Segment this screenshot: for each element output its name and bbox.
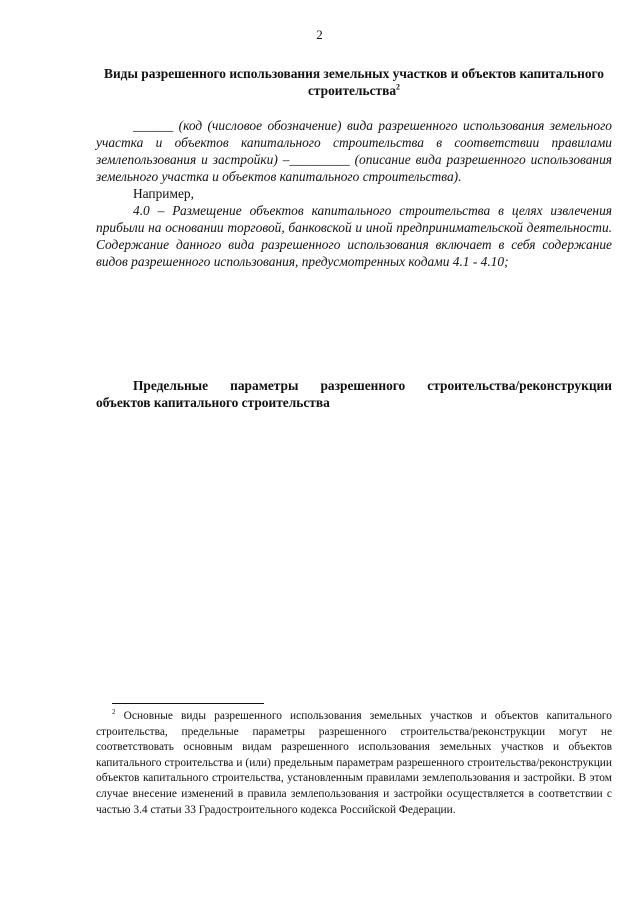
example-paragraph: 4.0 – Размещение объектов капитального строительства в целях извлечения прибыли на основании торговой, банковской и иной предпринимательской деятельности. Содержание данного вида разрешенного использования включает в себя содержание видов разрешенного использования, предусмотренных кодами 4.1 - 4.10; xyxy=(96,203,612,269)
footnote-reference: 2 xyxy=(396,82,401,92)
footnote xyxy=(96,709,612,818)
footnote-marker: 2 xyxy=(112,708,116,717)
page-number: 2 xyxy=(316,27,323,42)
footnote-text: Основные виды разрешенного использования земельных участков и объектов капитального строительства, предельные параметры разрешенного строительства/реконструкции могут не соответствовать основным видам разрешенного использования земельных участков и объектов капитального строительства и (или) предельным параметрам разрешенного строительства/реконструкции объектов капитального строительства, установленным правилами землепользования и застройки. В этом случае внесение изменений в правила землепользования и застройки осуществляется в соответствии с частью 3.4 статьи 33 Градостроительного кодекса Российской Федерации. xyxy=(96,710,612,816)
permitted-use-description xyxy=(96,117,612,270)
use-code-template-paragraph: ______ (код (числовое обозначение) вида разрешенного использования земельного участка и объектов капитального строительства в соответствии правилами землепользования и застройки) –_________ (описание вида разрешенного использования земельного участка и объектов капитального строительства). xyxy=(96,118,612,184)
example-label: Например, xyxy=(133,186,194,201)
footnote-separator xyxy=(112,703,264,704)
section-title-text: Виды разрешенного использования земельных участков и объектов капитального строительства xyxy=(104,66,604,98)
section-title-limit-parameters: Предельные параметры разрешенного строительства/реконструкции объектов капитального строительства xyxy=(96,378,612,410)
section-title-permitted-uses xyxy=(96,65,612,99)
